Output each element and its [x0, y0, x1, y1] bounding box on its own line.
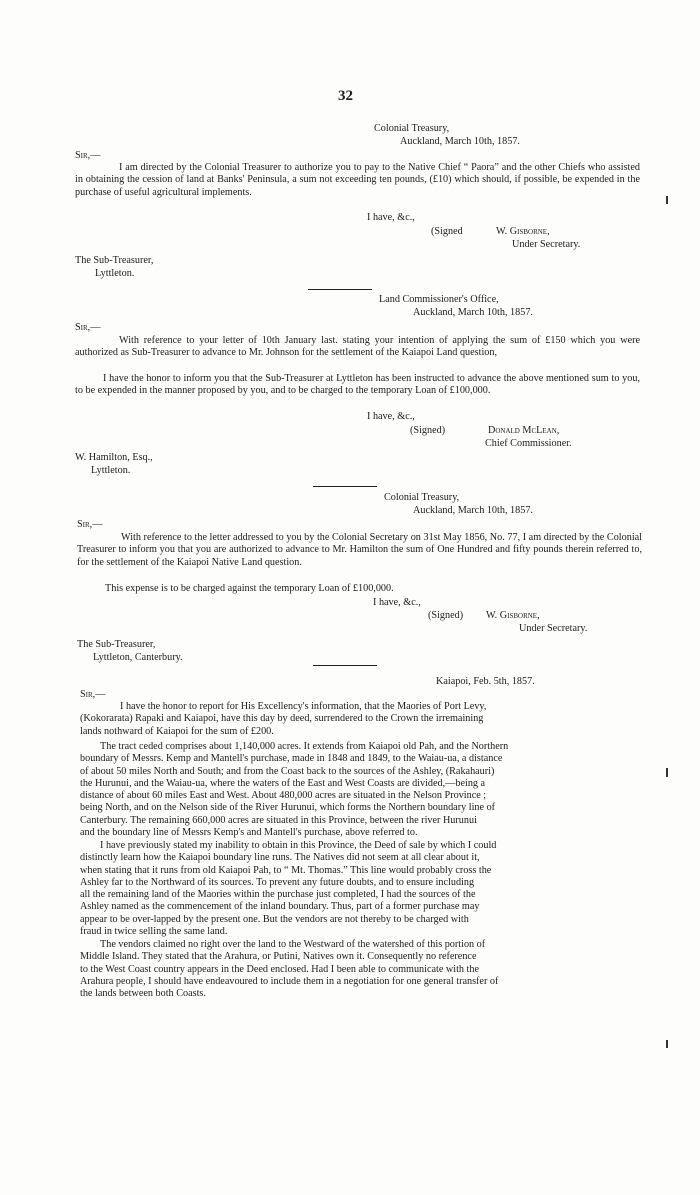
text-line: of about 50 miles North and South; and from the Coast back to the sources of the Ashley, (Rakahauri)	[80, 765, 495, 777]
letter-2-paragraph-2: I have the honor to inform you that the Sub-Treasurer at Lyttleton has been instructed to advance the above mentioned sum to you, to be expended in the manner proposed by you, and to be charged to the temporary Loan of £100,000.	[75, 373, 640, 397]
letter-3-closing: I have, &c.,	[373, 597, 421, 608]
text-line: boundary of Messrs. Kemp and Mantell's purchase, made in 1848 and 1849, to the Waiau-ua, a distance	[80, 753, 503, 765]
text-line: The tract ceded comprises about 1,140,000 acres. It extends from Kaiapoi old Pah, and the Northern	[100, 741, 509, 752]
letter-2-addressee-line-1: W. Hamilton, Esq.,	[75, 452, 153, 463]
section-divider	[313, 665, 377, 666]
margin-mark	[666, 768, 668, 777]
text-line: lands nothward of Kaiapoi for the sum of £200.	[80, 725, 274, 737]
letter-3-addressee-line-1: The Sub-Treasurer,	[77, 639, 156, 650]
letter-1-addressee-line-2: Lyttleton.	[95, 268, 135, 279]
letter-1-signer-initial: W.	[496, 226, 510, 237]
letter-2-addressee-line-2: Lyttleton.	[91, 465, 131, 476]
letter-1-org: Colonial Treasury,	[374, 123, 450, 134]
text-line: (Kokorarata) Rapaki and Kaiapoi, have this day by deed, surrendered to the Crown the irremaining	[80, 713, 484, 725]
letter-2-salutation: Sir,—	[75, 322, 101, 333]
letter-4-date: Kaiapoi, Feb. 5th, 1857.	[436, 676, 535, 687]
letter-2-signer	[488, 425, 559, 437]
text-line: appear to be over-lapped by the present one. But the vendors are not thereby to be charged with	[80, 913, 469, 925]
text-line: Middle Island. They stated that the Arahura, or Putini, Natives own it. Consequently no reference	[80, 951, 477, 963]
letter-2-org: Land Commissioner's Office,	[379, 294, 499, 305]
letter-3-date: Auckland, March 10th, 1857.	[413, 505, 533, 516]
section-divider	[308, 289, 372, 290]
letter-1-closing: I have, &c.,	[367, 212, 415, 223]
letter-2-signer-name: McLean,	[522, 425, 560, 436]
letter-2-signed: (Signed)	[410, 425, 446, 436]
text-line: distance of about 60 miles East and West. About 480,000 acres are situated in the Nelson Province ;	[80, 790, 487, 802]
text-line: Ashley far to the Northward of its sources. To prevent any future doubts, and to ensure including	[80, 876, 475, 888]
letter-3-org: Colonial Treasury,	[384, 492, 460, 503]
letter-3-salutation: Sir,—	[77, 519, 103, 530]
letter-1-signer	[496, 226, 550, 238]
text-line: Arahura people, I should have endeavoured to include them in a negotiation for one general transfer of	[80, 975, 499, 987]
margin-mark	[666, 1040, 668, 1048]
letter-1-paragraph: I am directed by the Colonial Treasurer to authorize you to pay to the Native Chief “ Paora” and the other Chiefs who assisted in obtaining the cession of land at Banks' Peninsula, a sum not exceeding ten pounds, (£10) which should, if possible, be expended in the purchase of useful agricultural implements.	[75, 162, 640, 198]
letter-1-signer-title: Under Secretary.	[512, 239, 581, 250]
letter-1-signed: (Signed	[431, 226, 463, 237]
text-line: and the boundary line of Messrs Kemp's and Mantell's purchase, above referred to.	[80, 827, 418, 839]
letter-3-signer-name: Gisborne,	[499, 610, 540, 621]
letter-3-signed: (Signed)	[428, 610, 464, 621]
letter-4-paragraph-3	[80, 840, 640, 938]
letter-3-addressee-line-2: Lyttleton, Canterbury.	[93, 652, 183, 663]
text-line: the lands between both Coasts.	[80, 988, 206, 1000]
text-line: I have previously stated my inability to obtain in this Province, the Deed of sale by which I could	[100, 840, 497, 851]
letter-3-signer-title: Under Secretary.	[519, 623, 588, 634]
letter-1-signer-name: Gisborne,	[509, 226, 550, 237]
letter-3-paragraph-1: With reference to the letter addressed to you by the Colonial Secretary on 31st May 1856, No. 77, I am directed by the Colonial Treasurer to inform you that you are authorized to advance to Mr. Hamilton the sum of One Hundred and fifty pounds therein referred to, for the settlement of the Kaiapoi Native Land question.	[77, 532, 642, 568]
text-line: to the West Coast country appears in the Deed enclosed. Had I been able to communicate with the	[80, 963, 480, 975]
text-line: Ashley named as the commencement of the inland boundary. Thus, part of a former purchase may	[80, 901, 480, 913]
letter-2-closing: I have, &c.,	[367, 411, 415, 422]
text-line: being North, and on the Nelson side of the River Hurunui, which forms the Northern boundary line of	[80, 802, 496, 814]
letter-1-addressee-line-1: The Sub-Treasurer,	[75, 255, 154, 266]
text-line: the Hurunui, and the Waiau-ua, where the waters of the East and West Coasts are divided,—being a	[80, 777, 486, 789]
section-divider	[313, 486, 377, 487]
letter-2-signer-title: Chief Commissioner.	[485, 438, 572, 449]
letter-4-salutation: Sir,—	[80, 689, 106, 700]
letter-2-date: Auckland, March 10th, 1857.	[413, 307, 533, 318]
text-line: when stating that it runs from old Kaiapoi Pah, to “ Mt. Thomas.” This line would probably cross the	[80, 864, 492, 876]
text-line: I have the honor to report for His Excellency's information, that the Maories of Port Levy,	[120, 701, 487, 712]
letter-4-paragraph-4	[80, 939, 640, 1000]
page-number: 32	[338, 88, 353, 104]
text-line: Canterbury. The remaining 660,000 acres are situated in this Province, between the river Hurunui	[80, 814, 477, 826]
letter-4-paragraph-1	[80, 701, 640, 738]
letter-2-signer-initial: Donald	[488, 425, 523, 436]
letter-3-paragraph-2: This expense is to be charged against the temporary Loan of £100,000.	[105, 583, 394, 594]
letter-3-signer-initial: W.	[486, 610, 500, 621]
letter-3-signer	[486, 610, 540, 622]
text-line: The vendors claimed no right over the land to the Westward of the watershed of this portion of	[100, 939, 486, 950]
text-line: all the remaining land of the Maories within the purchase just completed, I had the sources of the	[80, 889, 476, 901]
letter-2-paragraph-1: With reference to your letter of 10th January last. stating your intention of applying the sum of £150 which you were authorized as Sub-Treasurer to advance to Mr. Johnson for the settlement of the Kaiapoi Land question,	[75, 335, 640, 359]
text-line: distinctly learn how the Kaiapoi boundary line runs. The Natives did not seem at all clear about it,	[80, 852, 480, 864]
letter-4-paragraph-2	[80, 741, 640, 839]
letter-1-salutation: Sir,—	[75, 150, 101, 161]
margin-mark	[666, 196, 668, 204]
text-line: fraud in twice selling the same land.	[80, 926, 228, 938]
letter-1-date: Auckland, March 10th, 1857.	[400, 136, 520, 147]
